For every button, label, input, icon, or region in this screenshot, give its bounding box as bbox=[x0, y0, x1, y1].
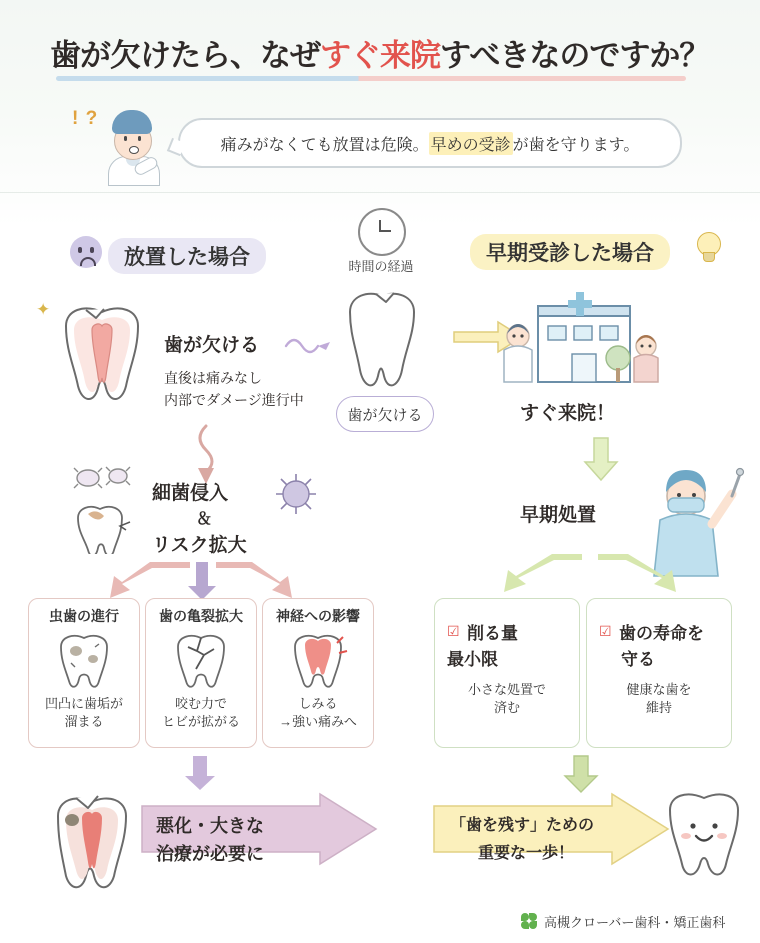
benefit-card-2-caption bbox=[587, 681, 731, 716]
left-step2-line3: リスク拡大 bbox=[152, 535, 247, 556]
decayed-tooth-small-illustration bbox=[68, 498, 144, 554]
benefit-card-1 bbox=[434, 598, 580, 748]
arrow-down-to-right-result bbox=[562, 754, 600, 794]
benefit-card-1-title2: 最小限 bbox=[447, 650, 498, 669]
left-result-line2: 治療が必要に bbox=[156, 844, 264, 864]
risk-card-1 bbox=[28, 598, 140, 748]
tooth-cross-section-illustration bbox=[48, 300, 156, 410]
cavity-tooth-icon bbox=[53, 629, 115, 691]
header bbox=[0, 0, 760, 190]
squiggle-arrow-left bbox=[284, 330, 336, 356]
arrows-to-risk-cards bbox=[30, 560, 370, 602]
arrow-down-to-left-result bbox=[182, 754, 218, 792]
risk-card-3-caption bbox=[263, 695, 373, 730]
risk-card-1-caption1: 凹凸に歯垢が bbox=[44, 696, 123, 711]
risk-card-1-title: 虫歯の進行 bbox=[49, 608, 119, 624]
header-divider bbox=[0, 192, 760, 193]
intro-speech-bubble bbox=[178, 118, 682, 168]
right-step2-label: 早期処置 bbox=[520, 505, 597, 526]
check-icon-2: ☑ bbox=[599, 623, 612, 639]
risk-card-1-caption2: 溜まる bbox=[64, 713, 104, 729]
nerve-pain-tooth-icon bbox=[287, 629, 349, 691]
left-step2-line2: ＆ bbox=[196, 511, 213, 528]
benefit-card-2-title1: 歯の寿命を bbox=[619, 624, 704, 643]
risk-card-2 bbox=[145, 598, 257, 748]
title-accent: すぐ来院 bbox=[320, 38, 440, 73]
risk-card-3-title: 神経への影響 bbox=[276, 608, 360, 624]
risk-card-1-caption bbox=[29, 695, 139, 730]
arrows-to-benefit-cards bbox=[432, 552, 732, 596]
worried-person-illustration bbox=[100, 108, 170, 184]
chipped-tooth-center-illustration bbox=[336, 288, 428, 400]
timeline-label: 時間の経過 bbox=[348, 259, 414, 274]
exclamation-question-icon: ! ? bbox=[72, 108, 99, 129]
germ-icons bbox=[70, 462, 140, 502]
title-part2: すべきなのですか？ bbox=[440, 38, 710, 73]
left-step1-note2: 内部でダメージ進行中 bbox=[164, 392, 304, 408]
cracked-tooth-icon bbox=[170, 629, 232, 691]
right-column-label: 早期受診した場合 bbox=[470, 234, 670, 270]
speech-highlight: 早めの受診 bbox=[429, 132, 513, 155]
benefit-card-1-caption bbox=[435, 681, 579, 716]
left-result-line1: 悪化・大きな bbox=[156, 816, 264, 836]
title-part1: 歯が欠けたら、なぜ bbox=[50, 38, 320, 73]
benefit-card-2 bbox=[586, 598, 732, 748]
dental-clinic-illustration bbox=[498, 292, 668, 400]
left-column-label: 放置した場合 bbox=[108, 238, 266, 274]
virus-icon bbox=[272, 470, 320, 518]
risk-card-2-caption bbox=[146, 695, 256, 730]
right-result-line1: 「歯を残す」ための bbox=[450, 817, 595, 834]
sad-face-icon bbox=[70, 236, 102, 268]
left-step2-line1: 細菌侵入 bbox=[152, 483, 229, 504]
arrow-down-to-bacteria bbox=[186, 424, 226, 486]
right-result-line2: 重要な一歩！ bbox=[478, 845, 575, 862]
speech-post: が歯を守ります。 bbox=[512, 136, 640, 154]
smiling-tooth-illustration bbox=[662, 788, 746, 880]
benefit-card-1-caption2: 済む bbox=[493, 699, 520, 715]
clock-icon bbox=[358, 208, 406, 256]
benefit-card-2-caption2: 維持 bbox=[645, 699, 672, 715]
damaged-tooth-result-illustration bbox=[42, 790, 142, 890]
sparkle-icon: ✦ bbox=[36, 300, 51, 319]
check-icon-1: ☑ bbox=[447, 623, 460, 639]
lightbulb-icon bbox=[694, 230, 722, 266]
page-title bbox=[50, 30, 720, 75]
benefit-card-1-caption1: 小さな処置で bbox=[467, 682, 546, 697]
footer-branding bbox=[520, 908, 750, 934]
benefit-card-1-title1: 削る量 bbox=[467, 624, 518, 643]
left-step1-note1: 直後は痛みなし bbox=[164, 370, 262, 386]
risk-card-2-title: 歯の亀裂拡大 bbox=[159, 608, 243, 624]
right-step1-label: すぐ来院！ bbox=[520, 403, 616, 424]
risk-card-3-caption2: →強い痛みへ bbox=[279, 713, 357, 729]
center-tooth-bubble: 歯が欠ける bbox=[336, 396, 434, 432]
risk-card-3-caption1: しみる bbox=[298, 696, 338, 711]
risk-card-2-caption1: 咬む力で bbox=[174, 696, 227, 711]
title-underline bbox=[56, 76, 686, 81]
risk-card-3 bbox=[262, 598, 374, 748]
clover-logo-icon bbox=[520, 912, 538, 930]
left-step1-title: 歯が欠ける bbox=[164, 335, 260, 356]
benefit-card-2-title2: 守る bbox=[621, 650, 655, 669]
risk-card-2-caption2: ヒビが拡がる bbox=[161, 713, 240, 729]
benefit-card-2-caption1: 健康な歯を bbox=[626, 682, 692, 697]
speech-pre: 痛みがなくても放置は危険。 bbox=[220, 136, 429, 154]
clinic-name: 高槻クローバー歯科・矯正歯科 bbox=[544, 914, 726, 930]
arrow-down-to-treatment bbox=[582, 436, 620, 482]
